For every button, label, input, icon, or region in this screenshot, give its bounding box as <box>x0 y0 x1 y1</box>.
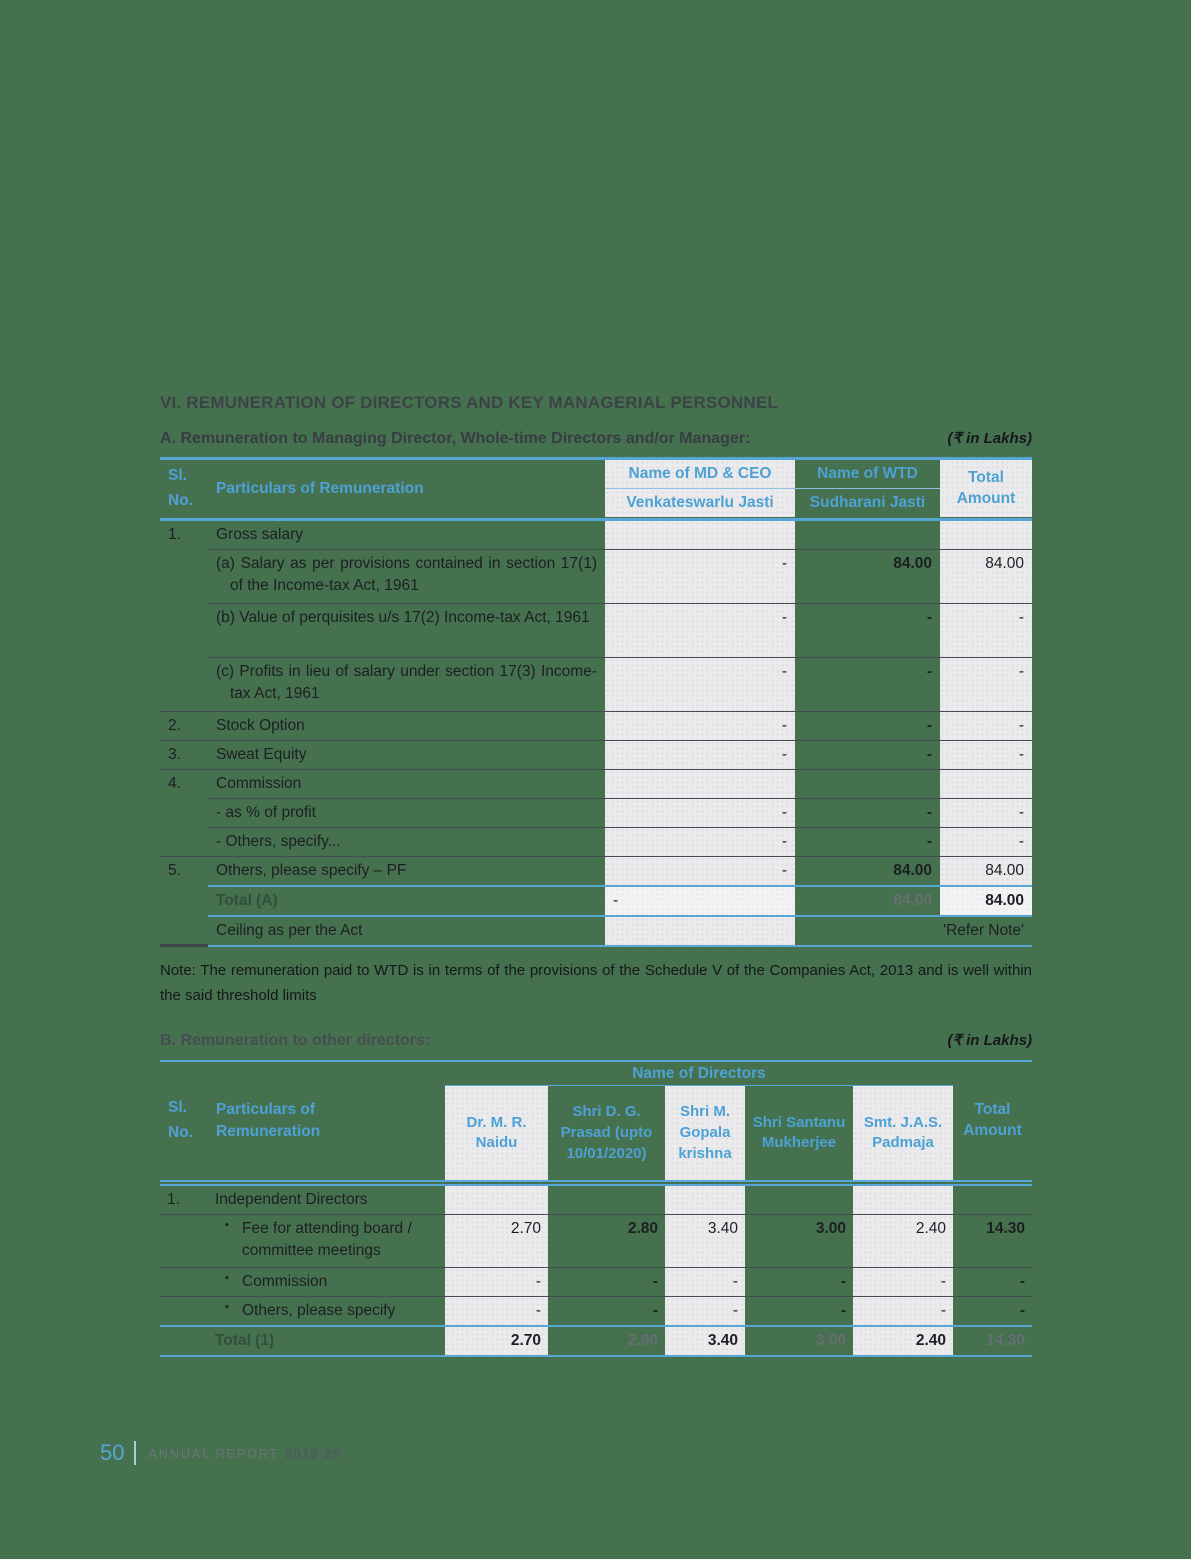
md-value: - <box>605 856 795 885</box>
table-a-header <box>160 460 1032 521</box>
row-sl <box>160 798 208 827</box>
row-sl <box>160 1296 208 1325</box>
table-row <box>160 521 1032 549</box>
director-name-gopalakrishna: Shri M. Gopala krishna <box>665 1086 745 1180</box>
naidu-value: 2.70 <box>445 1325 548 1357</box>
table-a-ceiling-row <box>160 917 1032 947</box>
prasad-value: - <box>548 1267 665 1296</box>
row-sl <box>160 1325 208 1357</box>
padmaja-value: - <box>853 1296 953 1325</box>
row-particulars: Gross salary <box>216 525 303 543</box>
director-name-mukherjee: Shri Santanu Mukherjee <box>752 1113 846 1152</box>
wtd-value: - <box>795 740 940 769</box>
section-vi-title: VI. REMUNERATION OF DIRECTORS AND KEY MANAGERIAL PERSONNEL <box>160 393 778 412</box>
table-b-group-header: Name of Directors <box>445 1062 953 1086</box>
md-value: - <box>605 603 795 657</box>
table-row <box>160 740 1032 769</box>
table-row <box>160 1267 1032 1296</box>
total-value: 14.30 <box>953 1325 1032 1357</box>
padmaja-value: 2.40 <box>853 1325 953 1357</box>
table-a-footnote: Note: The remuneration paid to WTD is in terms of the provisions of the Schedule V of the Companies Act, 2013 and is well within the said threshold limits <box>160 961 1032 1005</box>
wtd-value <box>795 521 940 549</box>
naidu-value: 2.70 <box>445 1214 548 1267</box>
naidu-value <box>445 1186 548 1214</box>
currency-note-b: (₹ in Lakhs) <box>947 1032 1032 1050</box>
row-particulars: - as % of profit <box>208 798 605 827</box>
table-row <box>160 549 1032 603</box>
row-particulars: (a) Salary as per provisions contained in section 17(1) of the Income-tax Act, 1961 <box>208 549 605 603</box>
table-b-total-row <box>160 1325 1032 1357</box>
table-row <box>160 798 1032 827</box>
row-particulars: - Others, specify... <box>208 827 605 856</box>
total-value <box>953 1186 1032 1214</box>
footer-report-year: 2019-20 <box>285 1445 342 1461</box>
row-sl: 5. <box>160 856 208 885</box>
row-sl <box>160 549 208 603</box>
table-row <box>160 1214 1032 1267</box>
refer-note-value: 'Refer Note' <box>795 917 1032 947</box>
total-value <box>940 769 1032 798</box>
ceiling-label: Ceiling as per the Act <box>208 917 605 947</box>
wtd-name: Sudharani Jasti <box>809 494 926 511</box>
row-sl <box>160 827 208 856</box>
md-ceo-name: Venkateswarlu Jasti <box>626 494 774 511</box>
mukherjee-value: - <box>745 1267 853 1296</box>
table-row <box>160 769 1032 798</box>
table-a-header-md-ceo <box>605 460 795 517</box>
table-b-header-sl: Sl. No. <box>168 1099 193 1142</box>
gopalakrishna-value: - <box>665 1267 745 1296</box>
total-value: - <box>940 711 1032 740</box>
table-a-header-sl: Sl. No. <box>168 467 193 509</box>
mukherjee-value: 3.00 <box>745 1325 853 1357</box>
row-sl <box>160 603 208 657</box>
prasad-value: 2.80 <box>548 1214 665 1267</box>
table-a-total-row <box>160 885 1032 917</box>
currency-note-a: (₹ in Lakhs) <box>947 430 1032 447</box>
section-b-heading: B. Remuneration to other directors: <box>160 1032 431 1050</box>
row-sl: 1. <box>167 1191 180 1209</box>
table-a-header-particulars: Particulars of Remuneration <box>216 479 424 497</box>
total-value: - <box>953 1267 1032 1296</box>
table-row <box>160 1296 1032 1325</box>
padmaja-value: 2.40 <box>853 1214 953 1267</box>
row-sl <box>160 1214 208 1267</box>
wtd-value: - <box>795 603 940 657</box>
table-row <box>160 827 1032 856</box>
section-a-heading-row <box>160 429 1032 448</box>
total-value: 84.00 <box>940 885 1032 917</box>
md-value: - <box>605 885 795 917</box>
prasad-value: 2.80 <box>548 1325 665 1357</box>
section-b-heading-row <box>160 1031 1032 1050</box>
total-value: - <box>953 1296 1032 1325</box>
total-value: - <box>940 827 1032 856</box>
table-row <box>160 657 1032 711</box>
mukherjee-value <box>745 1186 853 1214</box>
bullet-icon: ▪ <box>225 1272 229 1285</box>
table-b-header-total: Total Amount <box>963 1101 1022 1140</box>
gopalakrishna-value: 3.40 <box>665 1214 745 1267</box>
row-particulars: (b) Value of perquisites u/s 17(2) Income-tax Act, 1961 <box>208 603 605 657</box>
md-ceo-title: Name of MD & CEO <box>605 460 795 489</box>
md-value: - <box>605 740 795 769</box>
wtd-value: 84.00 <box>795 549 940 603</box>
section-a-heading: A. Remuneration to Managing Director, Whole-time Directors and/or Manager: <box>160 430 751 447</box>
row-sl: 3. <box>160 740 208 769</box>
page-content <box>160 0 1032 1357</box>
remuneration-table-md-wtd <box>160 457 1032 947</box>
padmaja-value: - <box>853 1267 953 1296</box>
gopalakrishna-value <box>665 1186 745 1214</box>
row-particulars: ▪ Others, please specify <box>208 1296 445 1325</box>
wtd-value: 84.00 <box>795 856 940 885</box>
wtd-title: Name of WTD <box>795 460 940 489</box>
row-particulars: Sweat Equity <box>208 740 605 769</box>
row-sl <box>160 657 208 711</box>
md-value <box>605 521 795 549</box>
md-value: - <box>605 827 795 856</box>
wtd-value: - <box>795 827 940 856</box>
row-sl <box>160 917 208 947</box>
total-value <box>940 521 1032 549</box>
md-value-empty <box>605 917 795 947</box>
page-footer <box>100 1440 341 1466</box>
table-a-header-total: Total Amount <box>940 460 1032 517</box>
row-particulars: Others, please specify – PF <box>208 856 605 885</box>
gopalakrishna-value: 3.40 <box>665 1325 745 1357</box>
page-number: 50 <box>100 1440 125 1465</box>
remuneration-table-other-directors <box>160 1060 1032 1357</box>
row-particulars: Independent Directors <box>215 1191 368 1209</box>
table-b-header-particulars: Particulars of Remuneration <box>216 1100 321 1141</box>
md-value: - <box>605 798 795 827</box>
wtd-value: - <box>795 711 940 740</box>
naidu-value: - <box>445 1296 548 1325</box>
gopalakrishna-value: - <box>665 1296 745 1325</box>
director-name-naidu: Dr. M. R. Naidu <box>445 1086 548 1180</box>
row-sl <box>160 1267 208 1296</box>
bullet-icon: ▪ <box>225 1301 229 1314</box>
bullet-icon: ▪ <box>225 1219 229 1232</box>
row-sl: 2. <box>160 711 208 740</box>
row-particulars: Stock Option <box>208 711 605 740</box>
total-a-label: Total (A) <box>208 885 605 917</box>
table-row <box>160 1186 1032 1214</box>
row-particulars: Commission <box>208 769 605 798</box>
director-name-prasad: Shri D. G. Prasad (upto 10/01/2020) <box>560 1103 653 1162</box>
row-particulars: ▪ Commission <box>208 1267 445 1296</box>
total-value: 84.00 <box>940 856 1032 885</box>
total-value: 14.30 <box>953 1214 1032 1267</box>
total-value: - <box>940 603 1032 657</box>
total-value: - <box>940 657 1032 711</box>
wtd-value <box>795 769 940 798</box>
mukherjee-value: 3.00 <box>745 1214 853 1267</box>
total-value: 84.00 <box>940 549 1032 603</box>
wtd-value: 84.00 <box>795 885 940 917</box>
director-name-padmaja: Smt. J.A.S. Padmaja <box>853 1086 953 1180</box>
row-sl <box>160 885 208 917</box>
md-value: - <box>605 549 795 603</box>
md-value <box>605 769 795 798</box>
table-row <box>160 603 1032 657</box>
row-sl: 4. <box>160 769 208 798</box>
total-value: - <box>940 798 1032 827</box>
prasad-value <box>548 1186 665 1214</box>
footer-divider <box>134 1441 136 1465</box>
total-value: - <box>940 740 1032 769</box>
row-particulars: (c) Profits in lieu of salary under section 17(3) Income-tax Act, 1961 <box>208 657 605 711</box>
wtd-value: - <box>795 657 940 711</box>
total-1-label: Total (1) <box>208 1325 445 1357</box>
md-value: - <box>605 657 795 711</box>
mukherjee-value: - <box>745 1296 853 1325</box>
table-b-header <box>160 1062 1032 1186</box>
table-row <box>160 711 1032 740</box>
naidu-value: - <box>445 1267 548 1296</box>
padmaja-value <box>853 1186 953 1214</box>
wtd-value: - <box>795 798 940 827</box>
footer-report-label: ANNUAL REPORT <box>148 1445 280 1461</box>
md-value: - <box>605 711 795 740</box>
table-row <box>160 856 1032 885</box>
prasad-value: - <box>548 1296 665 1325</box>
row-sl: 1. <box>168 525 181 543</box>
table-a-header-wtd <box>795 460 940 517</box>
row-particulars: ▪ Fee for attending board / committee meetings <box>208 1214 445 1267</box>
